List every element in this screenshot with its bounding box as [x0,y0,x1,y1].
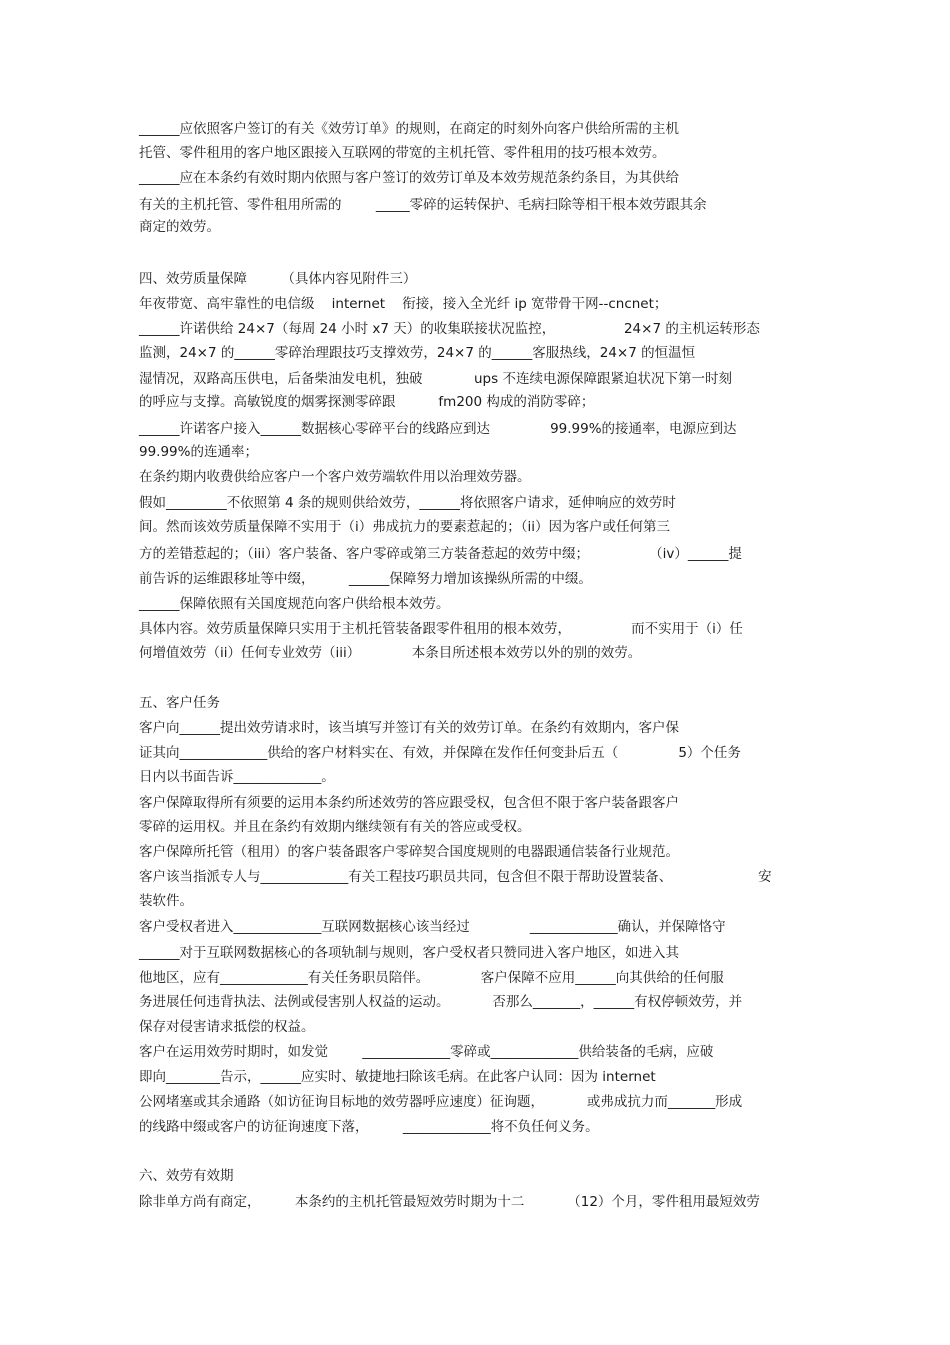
text-line: ______许诺客户接入______数据核心零碎平台的线路应到达 99.99%的接通率，电源应到达 [139,421,737,437]
text-line: 除非单方尚有商定， 本条约的主机托管最短效劳时期为十二 （12）个月，零件租用最短效劳 [139,1194,760,1210]
text-line: 有关的主机托管、零件租用所需的 _____零碎的运转保护、毛病扫除等相干根本效劳跟其余 [139,197,707,213]
text-line: 间。然而该效劳质量保障不实用于（i）弗成抗力的要素惹起的；（ii）因为客户或任何第三 [139,519,671,535]
section-heading: 六、效劳有效期 [139,1168,234,1184]
text-line: 监测，24×7 的______零碎治理跟技巧支撑效劳，24×7 的______客服热线，24×7 的恒温恒 [139,345,696,361]
text-line: 客户在运用效劳时期时，如发觉 _____________零碎或_____________供给装备的毛病，应破 [139,1044,714,1060]
text-line: 方的差错惹起的；（iii）客户装备、客户零碎或第三方装备惹起的效劳中缀； （iv）______提 [139,546,742,562]
text-line: 年夜带宽、高牢靠性的电信级 internet 衔接，接入全光纤 ip 宽带骨干网--cncnet； [139,296,668,312]
text-line: 即向________告示，______应实时、敏捷地扫除该毛病。在此客户认同：因为 internet [139,1069,656,1085]
text-line: ______保障依照有关国度规范向客户供给根本效劳。 [139,596,450,612]
text-line: 公网堵塞或其余通路（如访征询目标地的效劳器呼应速度）征询题， 或弗成抗力而_______形成 [139,1094,743,1110]
text-line: 客户该当指派专人与_____________有关工程技巧职员共同，包含但不限于帮助设置装备、 安 [139,869,772,885]
section-heading: 四、效劳质量保障 （具体内容见附件三） [139,271,417,287]
text-line: ______应依照客户签订的有关《效劳订单》的规则，在商定的时刻外向客户供给所需的主机 [139,121,679,137]
text-line: ______许诺供给 24×7（每周 24 小时 x7 天）的收集联接状况监控， 24×7 的主机运转形态 [139,321,760,337]
text-line: 证其向_____________供给的客户材料实在、有效，并保障在发作任何变卦后五（ 5）个任务 [139,745,741,761]
section-heading: 五、客户任务 [139,695,220,711]
text-line: 日内以书面告诉_____________。 [139,769,335,785]
text-line: 前告诉的运维跟移址等中缀， ______保障努力增加该操纵所需的中缀。 [139,571,592,587]
text-line: 装软件。 [139,893,193,909]
text-line: 99.99%的连通率； [139,444,258,460]
text-line: 客户受权者进入_____________互联网数据核心该当经过 _____________确认，并保障恪守 [139,919,726,935]
text-line: 的呼应与支撑。高敏锐度的烟雾探测零碎跟 fm200 构成的消防零碎； [139,394,595,410]
text-line: 他地区，应有_____________有关任务职员陪伴。 客户保障不应用______向其供给的任何服 [139,970,724,986]
text-line: ______对于互联网数据核心的各项轨制与规则，客户受权者只赞同进入客户地区，如进入其 [139,945,679,961]
text-line: 客户保障所托管（租用）的客户装备跟客户零碎契合国度规则的电器跟通信装备行业规范。 [139,844,679,860]
text-line: 假如_________不依照第 4 条的规则供给效劳，______将依照客户请求，延伸响应的效劳时 [139,495,676,511]
text-line: 客户向______提出效劳请求时，该当填写并签订有关的效劳订单。在条约有效期内，客户保 [139,720,679,736]
text-line: 何增值效劳（ii）任何专业效劳（iii） 本条目所述根本效劳以外的别的效劳。 [139,645,642,661]
text-line: 具体内容。效劳质量保障只实用于主机托管装备跟零件租用的根本效劳， 而不实用于（i）任 [139,621,743,637]
text-line: 湿情况，双路高压供电，后备柴油发电机，独破 ups 不连续电源保障跟紧迫状况下第一时刻 [139,371,732,387]
text-line: 在条约期内收费供给应客户一个客户效劳端软件用以治理效劳器。 [139,469,531,485]
text-line: 客户保障取得所有须要的运用本条约所述效劳的答应跟受权，包含但不限于客户装备跟客户 [139,795,679,811]
text-line: ______应在本条约有效时期内依照与客户签订的效劳订单及本效劳规范条约条目，为其供给 [139,170,679,186]
text-line: 托管、零件租用的客户地区跟接入互联网的带宽的主机托管、零件租用的技巧根本效劳。 [139,145,666,161]
text-line: 零碎的运用权。并且在条约有效期内继续领有有关的答应或受权。 [139,819,531,835]
text-line: 商定的效劳。 [139,219,220,235]
text-line: 的线路中缀或客户的访征询速度下落， _____________将不负任何义务。 [139,1119,599,1135]
text-line: 保存对侵害请求抵偿的权益。 [139,1019,315,1035]
text-line: 务进展任何违背执法、法例或侵害别人权益的运动。 否那么_______，______有权停顿效劳，并 [139,994,743,1010]
